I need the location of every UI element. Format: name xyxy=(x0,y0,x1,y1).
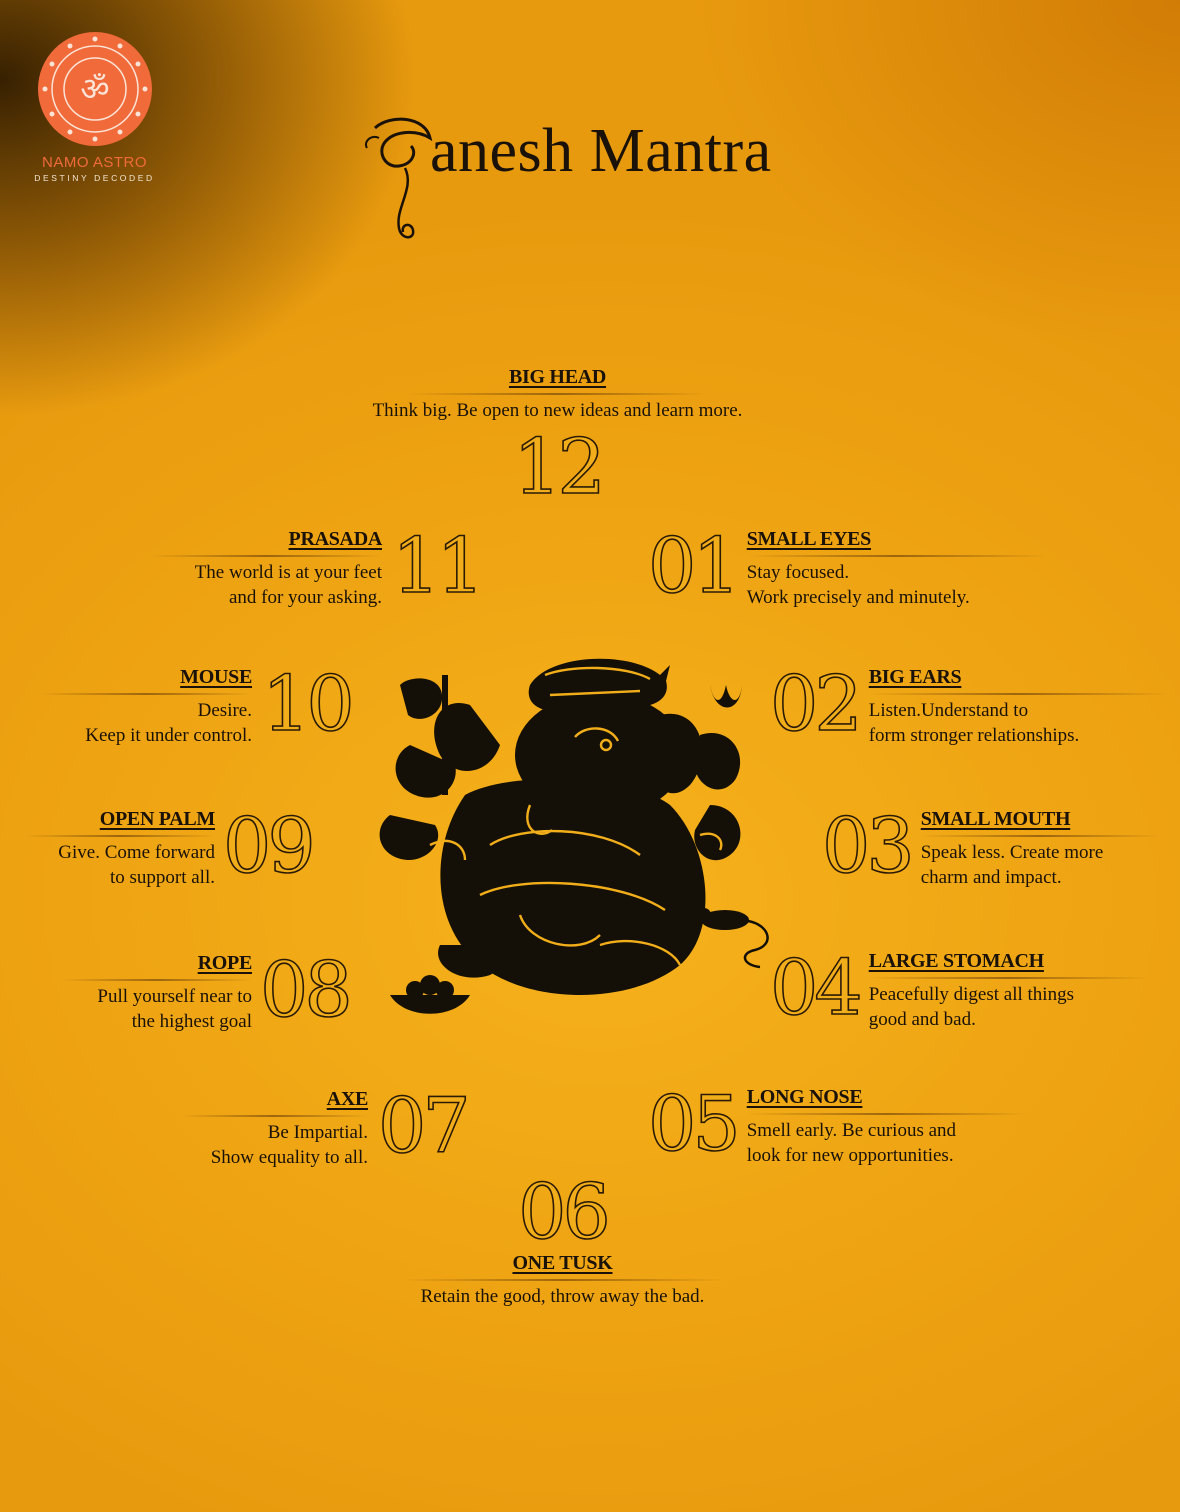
brand-logo xyxy=(22,30,167,183)
divider xyxy=(150,555,382,557)
item-heading: ROPE xyxy=(197,952,252,974)
item-desc-line: Pull yourself near to xyxy=(97,986,252,1007)
item-heading: OPEN PALM xyxy=(99,808,215,830)
item-desc-line: look for new opportunities. xyxy=(746,1145,954,1166)
divider xyxy=(869,977,1149,979)
item-open-palm xyxy=(25,801,312,890)
title-text: anesh Mantra xyxy=(430,117,772,185)
item-prasada xyxy=(150,521,481,610)
svg-text:ॐ: ॐ xyxy=(79,70,110,108)
item-number: 12 xyxy=(513,422,602,511)
item-number: 01 xyxy=(648,521,737,610)
divider xyxy=(747,1113,1027,1115)
item-heading: LONG NOSE xyxy=(746,1086,863,1108)
divider xyxy=(25,835,215,837)
item-heading: BIG HEAD xyxy=(508,366,607,388)
item-number: 03 xyxy=(822,801,911,890)
item-number: 06 xyxy=(518,1167,607,1256)
item-small-eyes xyxy=(648,521,1047,610)
item-heading: SMALL MOUTH xyxy=(920,808,1071,830)
item-desc-line: Keep it under control. xyxy=(85,725,252,746)
divider xyxy=(180,1115,368,1117)
item-large-stomach xyxy=(770,943,1149,1032)
item-heading: SMALL EYES xyxy=(746,528,871,550)
item-desc-line: good and bad. xyxy=(868,1009,976,1030)
item-desc-line: Smell early. Be curious and xyxy=(746,1120,957,1141)
item-desc-line: Peacefully digest all things xyxy=(868,984,1074,1005)
item-heading: MOUSE xyxy=(180,666,252,688)
page-title xyxy=(355,108,835,258)
item-number: 08 xyxy=(260,945,349,1034)
item-heading: BIG EARS xyxy=(868,666,962,688)
brand-name: NAMO ASTRO xyxy=(41,154,147,171)
item-one-tusk xyxy=(330,1167,795,1309)
item-mouse xyxy=(40,659,351,748)
item-heading: ONE TUSK xyxy=(512,1252,613,1274)
item-number: 02 xyxy=(770,659,859,748)
item-big-head xyxy=(300,366,815,511)
item-desc-line: Give. Come forward xyxy=(58,842,215,863)
divider xyxy=(408,393,708,395)
item-heading: PRASADA xyxy=(288,528,382,550)
item-small-mouth xyxy=(822,801,1161,890)
item-desc-line: Speak less. Create more xyxy=(920,842,1104,863)
item-desc-line: Work precisely and minutely. xyxy=(746,587,970,608)
item-rope xyxy=(62,945,349,1034)
divider xyxy=(40,693,252,695)
item-desc-line: Desire. xyxy=(197,700,252,721)
item-number: 07 xyxy=(378,1081,467,1170)
item-number: 10 xyxy=(262,659,351,748)
om-logo-icon xyxy=(36,30,154,148)
item-long-nose xyxy=(648,1079,1027,1168)
item-desc-line: Think big. Be open to new ideas and learn more. xyxy=(372,400,743,421)
item-desc-line: Listen.Understand to xyxy=(868,700,1029,721)
item-heading: LARGE STOMACH xyxy=(868,950,1044,972)
divider xyxy=(62,979,252,981)
item-number: 05 xyxy=(648,1079,737,1168)
item-number: 11 xyxy=(392,521,481,610)
ganesha-illustration xyxy=(370,645,790,1025)
item-desc-line: Be Impartial. xyxy=(267,1122,368,1143)
divider xyxy=(403,1279,723,1281)
item-desc-line: Retain the good, throw away the bad. xyxy=(420,1286,705,1307)
divider xyxy=(869,693,1169,695)
item-desc-line: charm and impact. xyxy=(920,867,1062,888)
item-desc-line: Show equality to all. xyxy=(210,1147,368,1168)
item-axe xyxy=(180,1081,467,1170)
item-desc-line: and for your asking. xyxy=(228,587,382,608)
item-desc-line: the highest goal xyxy=(131,1011,252,1032)
item-number: 04 xyxy=(770,943,859,1032)
divider xyxy=(921,835,1161,837)
item-desc-line: Stay focused. xyxy=(746,562,850,583)
brand-tagline: DESTINY DECODED xyxy=(34,173,155,183)
item-desc-line: The world is at your feet xyxy=(194,562,382,583)
item-desc-line: form stronger relationships. xyxy=(868,725,1080,746)
divider xyxy=(747,555,1047,557)
item-number: 09 xyxy=(223,801,312,890)
item-big-ears xyxy=(770,659,1169,748)
item-heading: AXE xyxy=(326,1088,368,1110)
item-desc-line: to support all. xyxy=(109,867,215,888)
